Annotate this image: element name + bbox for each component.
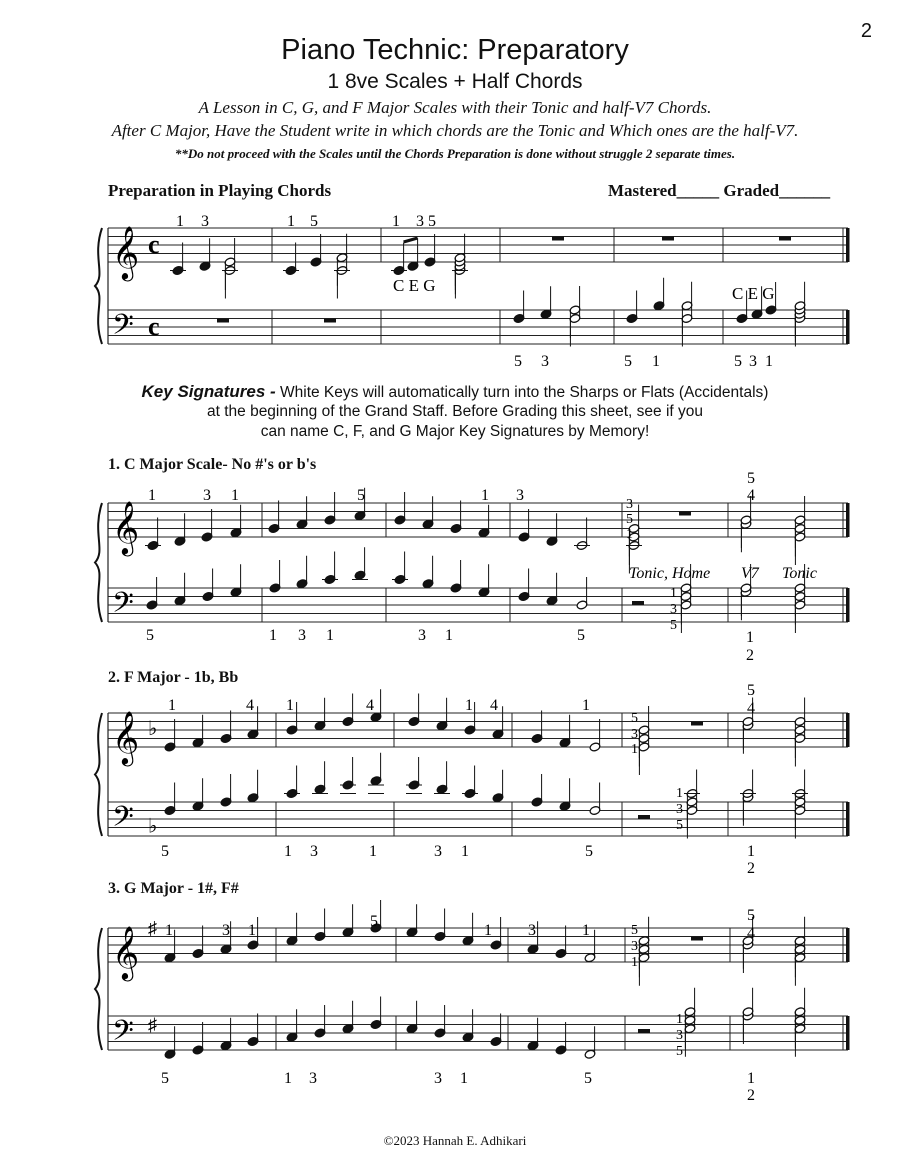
fingering-number: 1 [148,487,156,504]
bass-clef-icon: 𝄢 [112,588,134,626]
whole-rest [679,512,691,516]
fingering-number: 3 [201,213,209,230]
fingering-number: 1 [582,922,590,939]
fingering-number: 3 [631,727,638,742]
whole-rest [324,319,336,323]
whole-rest [217,319,229,323]
fingering-number: 3 [298,627,306,644]
treble-clef-icon: 𝄞 [112,927,140,978]
chord-note-names: C E G [732,284,775,303]
fingering-number: 1 [286,697,294,714]
fingering-number: 3 [416,213,424,230]
fingering-number: 1 [747,1070,755,1087]
bass-clef-icon: 𝄢 [112,310,134,348]
fingering-number: 1 [765,353,773,370]
fingering-number: 3 [631,939,638,954]
grand-staff-c-major [95,501,850,626]
fingering-number: 5 [514,353,522,370]
fingering-number: 1 [284,1070,292,1087]
section-f-major: 2. F Major - 1b, Bb [108,669,239,686]
bass-clef-icon: 𝄢 [112,1016,134,1054]
fingering-number: 3 [418,627,426,644]
chord-label-v7: V7 [741,565,759,582]
fingering-number: 5 [428,213,436,230]
fingering-number: 5 [585,843,593,860]
whole-rest [552,237,564,241]
mastered-graded-label: Mastered_____ Graded______ [608,181,831,200]
fingering-number: 1 [176,213,184,230]
fingering-number: 1 [670,586,677,601]
final-barline-thick [846,713,850,747]
fingering-number: 4 [366,697,374,714]
fingering-number: 5 [624,353,632,370]
fingering-number: 3 [309,1070,317,1087]
fingering-number: 5 [631,711,638,726]
fingering-number: 2 [747,1087,755,1104]
fingering-number: 5 [676,1044,683,1059]
whole-rest [662,237,674,241]
half-rest [638,1029,650,1033]
page-subtitle: 1 8ve Scales + Half Chords [327,70,583,93]
flat-icon: ♭ [148,815,158,838]
section-g-major: 3. G Major - 1#, F# [108,880,239,897]
notes [145,234,808,1060]
fingering-number: 1 [746,629,754,646]
final-barline-thick [846,310,850,344]
fingering-number: 5 [747,682,755,699]
intro-line-2: After C Major, Have the Student write in which chords are the Tonic and Which ones are the half-V7. [111,121,799,140]
beam [404,238,418,242]
prep-label: Preparation in Playing Chords [108,181,332,200]
fingering-number: 3 [434,1070,442,1087]
fingering-number: 1 [168,697,176,714]
fingering-number: 5 [670,618,677,633]
page-number: 2 [860,20,872,42]
fingering-number: 4 [747,700,755,717]
fingering-number: 3 [528,922,536,939]
whole-rest [691,722,703,726]
final-barline-thick [846,588,850,622]
brace [95,713,102,836]
fingering-number: 2 [747,860,755,877]
fingering-number: 1 [284,843,292,860]
fingering-number: 4 [747,487,755,504]
final-barline-thick [846,1016,850,1050]
fingering-number: 5 [161,843,169,860]
fingering-number: 3 [676,802,683,817]
fingering-number: 5 [747,470,755,487]
half-rest [638,815,650,819]
fingering-number: 1 [652,353,660,370]
brace [95,928,102,1050]
fingering-number: 1 [747,843,755,860]
fingering-number: 4 [246,697,254,714]
chord-label-tonic: Tonic [782,565,817,582]
fingering-number: 3 [310,843,318,860]
fingering-number: 1 [269,627,277,644]
whole-rest [779,237,791,241]
fingering-number: 4 [490,697,498,714]
fingering-number: 3 [222,922,230,939]
fingering-number: 1 [369,843,377,860]
fingering-number: 3 [434,843,442,860]
fingering-number: 2 [746,647,754,664]
sharp-icon: ♯ [148,1014,157,1035]
fingering-number: 1 [631,955,638,970]
fingering-number: 1 [676,786,683,801]
fingering-number: 3 [516,487,524,504]
brace [95,228,102,344]
half-rest [632,601,644,605]
fingering-number: 5 [747,907,755,924]
fingering-number: 1 [392,213,400,230]
key-signature-line-2: at the beginning of the Grand Staff. Before Grading this sheet, see if you [206,403,704,420]
fingering-number: 1 [465,697,473,714]
fingering-number: 4 [747,925,755,942]
fingering-number: 5 [626,512,633,527]
score-annotations [146,213,817,1104]
whole-rest [691,937,703,941]
page-title: Piano Technic: Preparatory [281,34,629,66]
brace [95,503,102,622]
fingering-number: 5 [370,913,378,930]
fingering-number: 1 [582,697,590,714]
key-signature-text-1: White Keys will automatically turn into the Sharps or Flats (Accidentals) [280,384,769,401]
common-time-icon: c [148,230,160,259]
fingering-number: 5 [577,627,585,644]
fingering-number: 5 [310,213,318,230]
fingering-number: 5 [357,487,365,504]
fingering-number: 5 [734,353,742,370]
copyright: ©2023 Hannah E. Adhikari [383,1133,527,1148]
warning-note: **Do not proceed with the Scales until the Chords Preparation is done without struggle 2 separate times. [174,146,736,161]
fingering-number: 3 [626,497,633,512]
fingering-number: 1 [460,1070,468,1087]
fingering-number: 5 [631,923,638,938]
fingering-number: 1 [484,922,492,939]
sharp-icon: ♯ [148,918,157,938]
fingering-number: 5 [161,1070,169,1087]
final-barline-thick [846,802,850,836]
fingering-number: 5 [146,627,154,644]
treble-clef-icon: 𝄞 [112,712,140,763]
fingering-number: 1 [676,1012,683,1027]
fingering-number: 1 [631,742,638,757]
fingering-number: 1 [165,922,173,939]
fingering-number: 3 [670,602,677,617]
fingering-number: 1 [461,843,469,860]
fingering-number: 1 [248,922,256,939]
key-signature-heading: Key Signatures - [141,382,276,401]
fingering-number: 1 [326,627,334,644]
key-signature-line-3: can name C, F, and G Major Key Signatures by Memory! [260,423,650,440]
section-c-major: 1. C Major Scale- No #'s or b's [108,456,317,473]
fingering-number: 1 [626,527,633,542]
fingering-number: 5 [584,1070,592,1087]
chord-note-names: C E G [393,276,436,295]
common-time-icon: c [148,312,160,341]
fingering-number: 5 [676,818,683,833]
fingering-number: 3 [676,1028,683,1043]
flat-icon: ♭ [148,718,158,740]
treble-clef-icon: 𝄞 [112,502,140,553]
final-barline-thick [846,928,850,962]
fingering-number: 3 [541,353,549,370]
intro-line-1: A Lesson in C, G, and F Major Scales with their Tonic and half-V7 Chords. [198,98,712,117]
final-barline-thick [846,503,850,537]
fingering-number: 3 [203,487,211,504]
fingering-number: 1 [445,627,453,644]
bass-clef-icon: 𝄢 [112,802,134,840]
chord-label-tonic-home: Tonic, Home [629,565,711,582]
treble-clef-icon: 𝄞 [112,227,140,278]
fingering-number: 3 [749,353,757,370]
fingering-number: 1 [287,213,295,230]
fingering-number: 1 [481,487,489,504]
fingering-number: 1 [231,487,239,504]
final-barline-thick [846,228,850,262]
